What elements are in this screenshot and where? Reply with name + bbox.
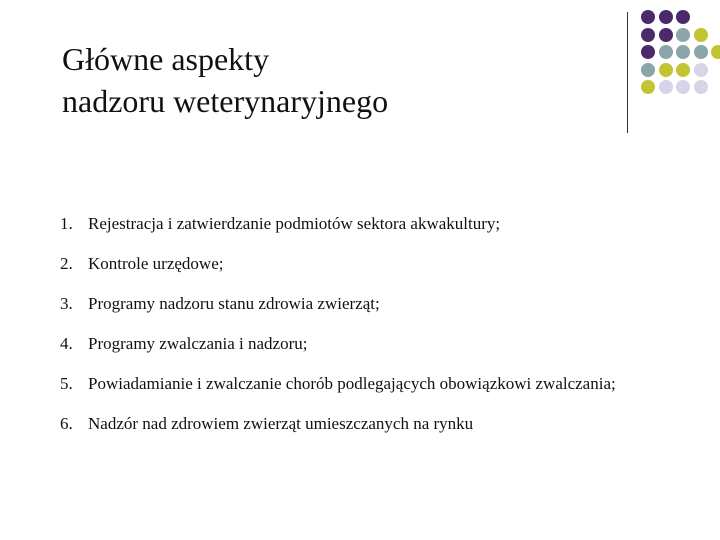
list-item-number: 5. [60,374,73,393]
list-item-text: Rejestracja i zatwierdzanie podmiotów sektora akwakultury; [88,214,501,233]
decorative-dot [641,45,655,59]
list-item [60,293,620,315]
list-item [60,413,620,435]
list-item [60,253,620,275]
decorative-dot [641,28,655,42]
decorative-dot [676,28,690,42]
decorative-dot [659,10,673,24]
list-item-text: Powiadamianie i zwalczanie chorób podlegających obowiązkowi zwalczania; [88,374,616,393]
decorative-dot [694,45,708,59]
decorative-dot [676,63,690,77]
decorative-dot [641,63,655,77]
decorative-dot [659,28,673,42]
decorative-dot [676,45,690,59]
decorative-dot [694,80,708,94]
decorative-dot [694,63,708,77]
decorative-dot [711,45,720,59]
list-item [60,213,620,235]
list-item-number: 6. [60,414,73,433]
decorative-dot [676,10,690,24]
vertical-divider [627,12,628,133]
list-item-number: 1. [60,214,73,233]
list-item-text: Kontrole urzędowe; [88,254,224,273]
decorative-dot [641,80,655,94]
decorative-dot [659,80,673,94]
list-item [60,333,620,355]
slide-title-line-2: nadzoru weterynaryjnego [62,83,389,119]
slide-title-line-1: Główne aspekty [62,41,270,77]
aspects-list [60,213,620,453]
list-item-number: 4. [60,334,73,353]
list-item-text: Programy zwalczania i nadzoru; [88,334,308,353]
decorative-dot [694,28,708,42]
list-item [60,373,620,395]
list-item-text: Programy nadzoru stanu zdrowia zwierząt; [88,294,380,313]
decorative-dot [676,80,690,94]
decorative-dot [641,10,655,24]
decorative-dot [659,45,673,59]
decorative-dot [659,63,673,77]
list-item-text: Nadzór nad zdrowiem zwierząt umieszczanych na rynku [88,414,474,433]
list-item-number: 2. [60,254,73,273]
list-item-number: 3. [60,294,73,313]
slide-title [62,38,602,122]
